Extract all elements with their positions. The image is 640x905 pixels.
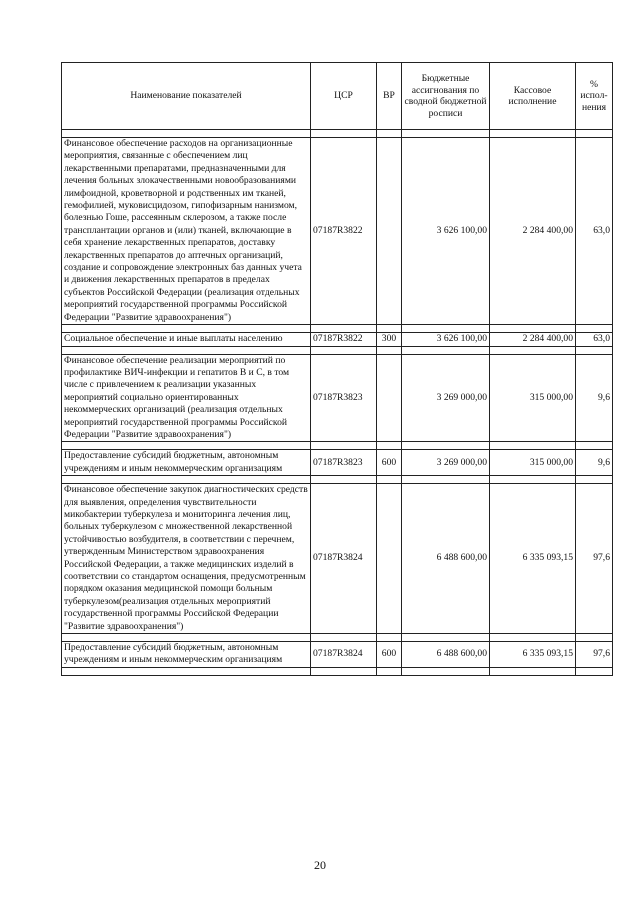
table-row [62,138,613,325]
row-spacer [62,442,613,450]
header-cash: Кассовое исполнение [490,63,576,130]
row-vr: 600 [377,642,402,668]
row-csr: 07187R3823 [311,354,377,442]
row-allocations: 6 488 600,00 [402,484,490,634]
row-percent: 63,0 [576,333,613,346]
row-spacer [62,325,613,333]
row-csr: 07187R3823 [311,450,377,476]
table-row [62,450,613,476]
table-row [62,354,613,442]
row-spacer [62,667,613,675]
row-csr: 07187R3824 [311,484,377,634]
table-row [62,484,613,634]
table-row [62,333,613,346]
row-cash: 2 284 400,00 [490,138,576,325]
row-name: Финансовое обеспечение расходов на организационные мероприятия, связанные с обеспечением лиц лекарственными препаратами, предназначенными для лечения больных злокачественными новообразованиями лимфоидной, кроветворной и родственных им тканей, гемофилией, муковисцидозом, гипофизарным нанизмом, болезнью Гоше, рассеянным склерозом, а также после трансплантации органов и (или) тканей, включающие в себя хранение лекарственных препаратов, доставку лекарственных препаратов до аптечных организаций, создание и сопровождение электронных баз данных учета и движения лекарственных препаратов в пределах субъектов Российской Федерации (реализация отдельных мероприятий государственной программы Российской Федерации "Развитие здравоохранения") [62,138,311,325]
row-allocations: 3 626 100,00 [402,333,490,346]
row-spacer [62,476,613,484]
header-allocations: Бюджетные ассигнования по сводной бюджетной росписи [402,63,490,130]
row-vr [377,354,402,442]
row-percent: 9,6 [576,354,613,442]
row-cash: 315 000,00 [490,450,576,476]
row-cash: 6 335 093,15 [490,484,576,634]
row-csr: 07187R3822 [311,333,377,346]
row-allocations: 6 488 600,00 [402,642,490,668]
table-row [62,642,613,668]
row-spacer [62,346,613,354]
row-vr: 300 [377,333,402,346]
row-name: Предоставление субсидий бюджетным, автономным учреждениям и иным некоммерческим организациям [62,450,311,476]
row-spacer [62,634,613,642]
row-cash: 315 000,00 [490,354,576,442]
row-cash: 2 284 400,00 [490,333,576,346]
header-percent: % испол- нения [576,63,613,130]
header-vr: ВР [377,63,402,130]
row-name: Финансовое обеспечение реализации мероприятий по профилактике ВИЧ-инфекции и гепатитов B и C, в том числе с привлечением к реализации указанных мероприятий социально ориентированных некоммерческих организаций (реализация отдельных мероприятий государственной программы Российской Федерации "Развитие здравоохранения") [62,354,311,442]
row-allocations: 3 626 100,00 [402,138,490,325]
row-allocations: 3 269 000,00 [402,354,490,442]
row-csr: 07187R3822 [311,138,377,325]
row-cash: 6 335 093,15 [490,642,576,668]
row-name: Социальное обеспечение и иные выплаты населению [62,333,311,346]
row-vr: 600 [377,450,402,476]
header-name: Наименование показателей [62,63,311,130]
row-name: Финансовое обеспечение закупок диагностических средств для выявления, определения чувствительности микобактерии туберкулеза и мониторинга лечения лиц, больных туберкулезом с множественной лекарственной устойчивостью возбудителя, в соответствии с перечнем, утвержденным Министерством здравоохранения Российской Федерации, а также медицинских изделий в соответствии со стандартом оснащения, предусмотренным порядком оказания медицинской помощи больным туберкулезом(реализация отдельных мероприятий государственной программы Российской Федерации "Развитие здравоохранения") [62,484,311,634]
page-number: 20 [314,858,326,872]
row-vr [377,484,402,634]
row-percent: 97,6 [576,484,613,634]
row-csr: 07187R3824 [311,642,377,668]
row-percent: 97,6 [576,642,613,668]
row-allocations: 3 269 000,00 [402,450,490,476]
header-csr: ЦСР [311,63,377,130]
table-header-row [62,63,613,130]
row-spacer [62,130,613,138]
row-name: Предоставление субсидий бюджетным, автономным учреждениям и иным некоммерческим организациям [62,642,311,668]
row-percent: 63,0 [576,138,613,325]
row-percent: 9,6 [576,450,613,476]
budget-execution-table [61,62,613,676]
row-vr [377,138,402,325]
